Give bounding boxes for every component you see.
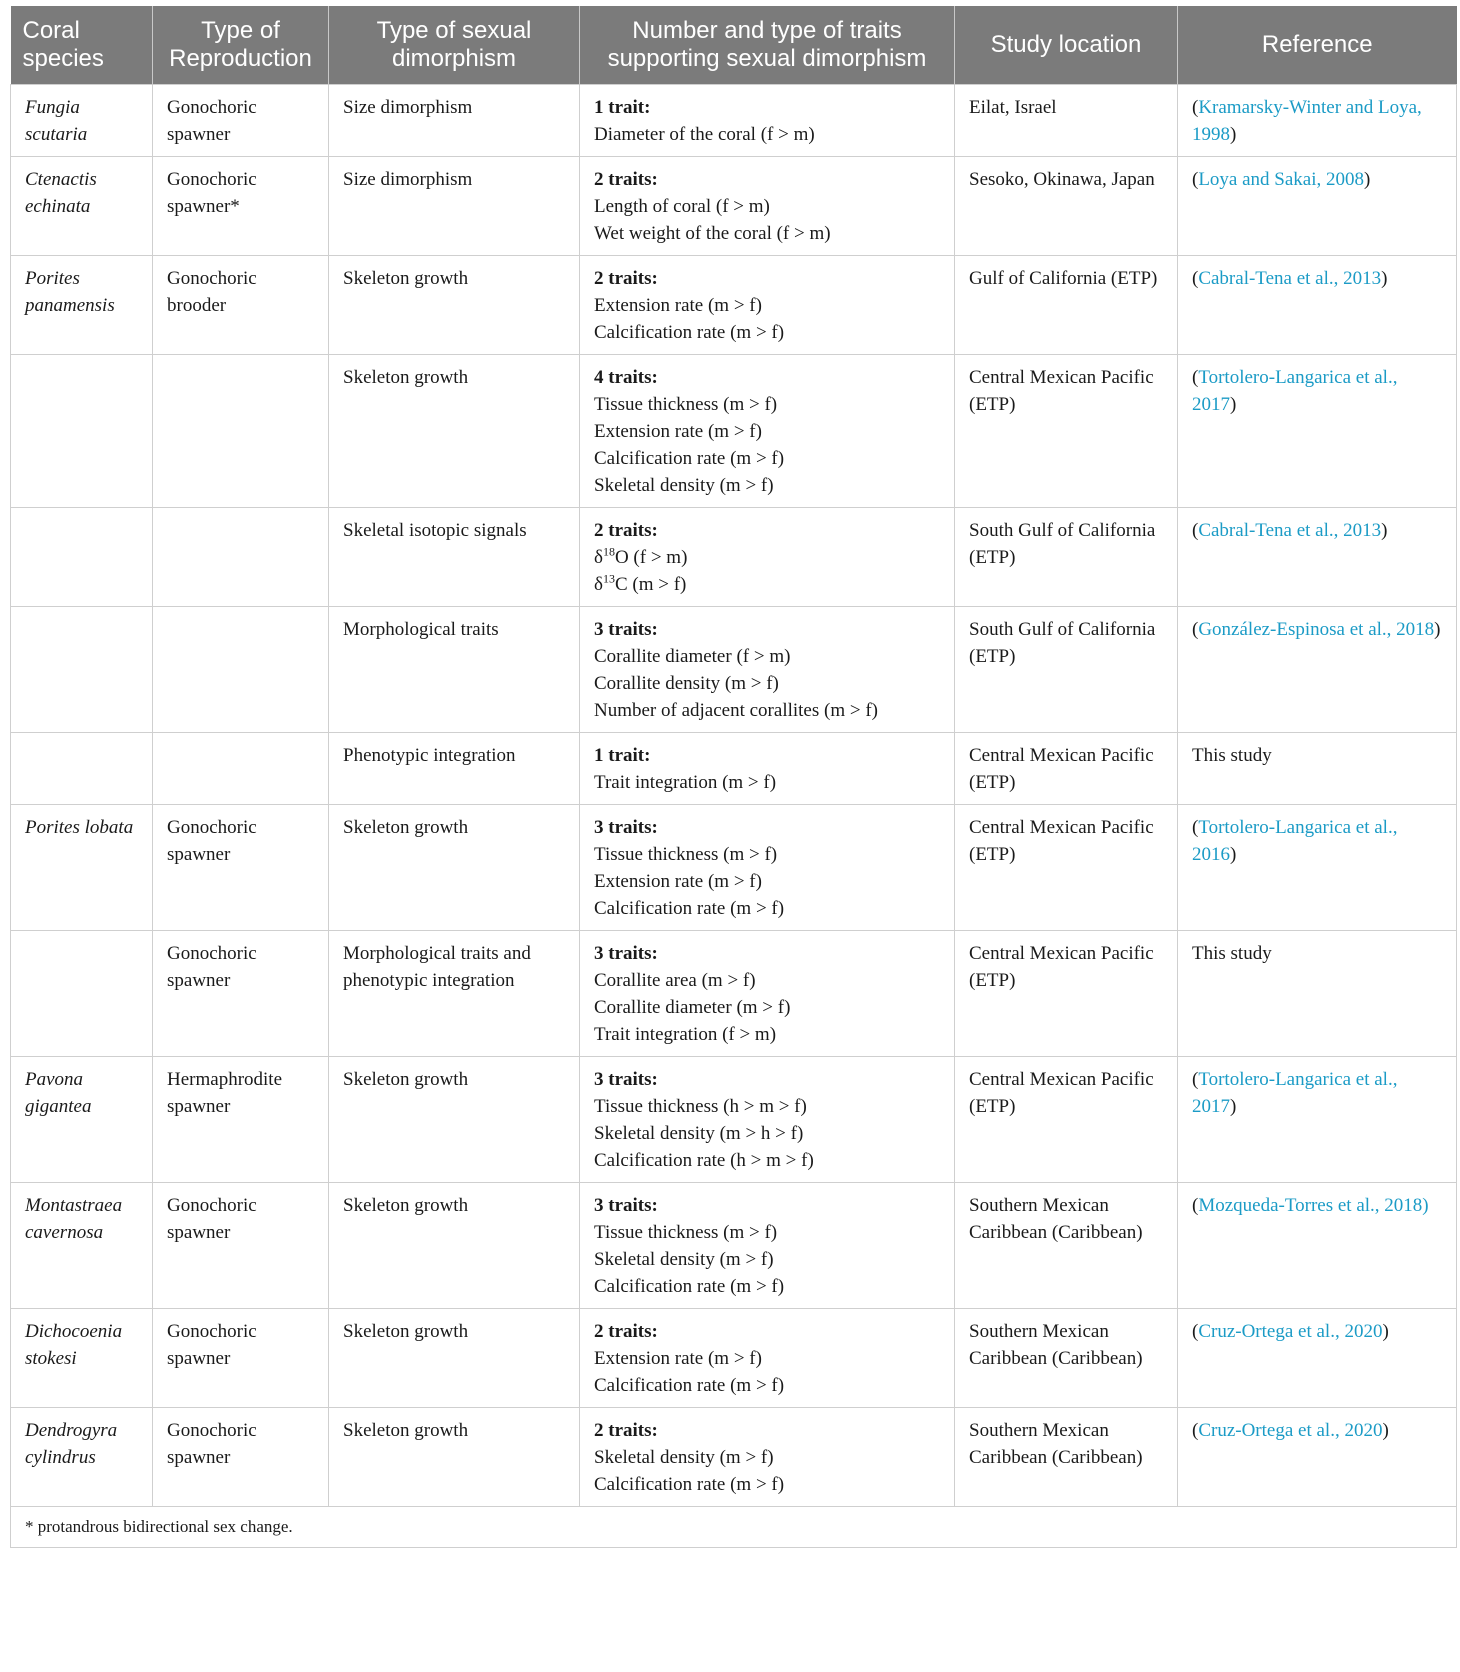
table-row (11, 805, 1457, 931)
sexual-dimorphism-table (10, 6, 1457, 1548)
traits-count: 3 traits: (594, 1069, 658, 1090)
cell-traits (580, 508, 955, 607)
cell-study-location: Southern Mexican Caribbean (Caribbean) (955, 1309, 1178, 1408)
cell-coral-species: Porites lobata (11, 805, 153, 931)
paren-close: ) (1230, 394, 1237, 415)
traits-count: 3 traits: (594, 1195, 658, 1216)
paren-open: ( (1192, 1420, 1199, 1441)
cell-reproduction: Gonochoric spawner (153, 85, 329, 157)
trait-item: Calcification rate (m > f) (594, 448, 785, 469)
cell-dimorphism-type: Phenotypic integration (329, 733, 580, 805)
cell-reference (1178, 931, 1457, 1057)
reference-link[interactable]: Cruz-Ortega et al., 2020 (1198, 1321, 1383, 1342)
trait-item: Skeletal density (m > f) (594, 1447, 774, 1468)
cell-study-location: Central Mexican Pacific (ETP) (955, 805, 1178, 931)
cell-reference (1178, 1408, 1457, 1507)
trait-item: Calcification rate (m > f) (594, 322, 785, 343)
trait-item: Calcification rate (m > f) (594, 1276, 785, 1297)
trait-item: Number of adjacent corallites (m > f) (594, 700, 878, 721)
cell-dimorphism-type: Morphological traits and phenotypic integration (329, 931, 580, 1057)
cell-study-location: Gulf of California (ETP) (955, 256, 1178, 355)
cell-coral-species (11, 931, 153, 1057)
trait-item: Length of coral (f > m) (594, 196, 770, 217)
cell-traits (580, 1309, 955, 1408)
traits-count: 2 traits: (594, 268, 658, 289)
cell-dimorphism-type: Skeleton growth (329, 256, 580, 355)
cell-reference (1178, 85, 1457, 157)
cell-coral-species (11, 355, 153, 508)
traits-count: 2 traits: (594, 1321, 658, 1342)
cell-reproduction (153, 355, 329, 508)
traits-count: 3 traits: (594, 817, 658, 838)
table-row (11, 1183, 1457, 1309)
trait-item: Corallite diameter (m > f) (594, 997, 791, 1018)
trait-item: Extension rate (m > f) (594, 871, 762, 892)
reference-link[interactable]: Cabral-Tena et al., 2013 (1198, 520, 1382, 541)
cell-traits (580, 805, 955, 931)
cell-study-location: South Gulf of California (ETP) (955, 607, 1178, 733)
reference-text: This study (1192, 943, 1272, 964)
paren-close: ) (1382, 1420, 1389, 1441)
table-container (10, 6, 1456, 1548)
trait-item: Extension rate (m > f) (594, 295, 762, 316)
table-row (11, 733, 1457, 805)
cell-coral-species: Dendrogyra cylindrus (11, 1408, 153, 1507)
cell-reference (1178, 256, 1457, 355)
reference-link[interactable]: Cruz-Ortega et al., 2020 (1198, 1420, 1383, 1441)
cell-dimorphism-type: Skeleton growth (329, 355, 580, 508)
trait-item: Tissue thickness (m > f) (594, 394, 778, 415)
cell-study-location: Southern Mexican Caribbean (Caribbean) (955, 1183, 1178, 1309)
cell-coral-species (11, 508, 153, 607)
reference-link[interactable]: González-Espinosa et al., 2018 (1198, 619, 1435, 640)
cell-study-location: Central Mexican Pacific (ETP) (955, 733, 1178, 805)
paren-open: ( (1192, 169, 1199, 190)
table-row (11, 1309, 1457, 1408)
cell-dimorphism-type: Morphological traits (329, 607, 580, 733)
footnote: * protandrous bidirectional sex change. (11, 1507, 1457, 1548)
cell-traits (580, 355, 955, 508)
cell-traits (580, 256, 955, 355)
cell-coral-species: Dichocoenia stokesi (11, 1309, 153, 1408)
traits-count: 2 traits: (594, 169, 658, 190)
cell-study-location: Central Mexican Pacific (ETP) (955, 931, 1178, 1057)
header-dimorphism-type: Type of sexual dimorphism (329, 6, 580, 85)
trait-item: Trait integration (m > f) (594, 772, 777, 793)
table-footer (11, 1507, 1457, 1548)
cell-reproduction: Gonochoric brooder (153, 256, 329, 355)
reference-link[interactable]: Tortolero-Langarica et al., 2016 (1192, 817, 1398, 865)
trait-item: Corallite area (m > f) (594, 970, 756, 991)
trait-item: Extension rate (m > f) (594, 1348, 762, 1369)
traits-count: 2 traits: (594, 1420, 658, 1441)
cell-dimorphism-type: Skeleton growth (329, 1309, 580, 1408)
table-row (11, 355, 1457, 508)
trait-item: Diameter of the coral (f > m) (594, 124, 815, 145)
paren-open: ( (1192, 520, 1199, 541)
header-reproduction: Type of Reproduction (153, 6, 329, 85)
trait-item: Skeletal density (m > f) (594, 475, 774, 496)
traits-count: 1 trait: (594, 97, 651, 118)
cell-dimorphism-type: Skeleton growth (329, 1057, 580, 1183)
cell-dimorphism-type: Size dimorphism (329, 157, 580, 256)
trait-item: Tissue thickness (h > m > f) (594, 1096, 807, 1117)
cell-dimorphism-type: Skeleton growth (329, 1183, 580, 1309)
reference-link[interactable]: Loya and Sakai, 2008 (1198, 169, 1365, 190)
cell-reference (1178, 733, 1457, 805)
cell-traits (580, 85, 955, 157)
trait-item: Calcification rate (h > m > f) (594, 1150, 814, 1171)
cell-reference (1178, 355, 1457, 508)
header-traits: Number and type of traits supporting sexual dimorphism (580, 6, 955, 85)
cell-study-location: Eilat, Israel (955, 85, 1178, 157)
cell-dimorphism-type: Skeletal isotopic signals (329, 508, 580, 607)
traits-count: 2 traits: (594, 520, 658, 541)
table-row (11, 508, 1457, 607)
cell-traits (580, 1408, 955, 1507)
reference-link[interactable]: Tortolero-Langarica et al., 2017 (1192, 367, 1398, 415)
cell-coral-species (11, 733, 153, 805)
cell-coral-species: Montastraea cavernosa (11, 1183, 153, 1309)
cell-study-location: South Gulf of California (ETP) (955, 508, 1178, 607)
trait-item: Corallite density (m > f) (594, 673, 779, 694)
cell-reference (1178, 1057, 1457, 1183)
paren-close: ) (1230, 844, 1237, 865)
cell-study-location: Southern Mexican Caribbean (Caribbean) (955, 1408, 1178, 1507)
header-coral-species: Coral species (11, 6, 153, 85)
cell-dimorphism-type: Skeleton growth (329, 1408, 580, 1507)
isotope-superscript: 18 (602, 544, 615, 559)
table-body (11, 85, 1457, 1507)
cell-coral-species: Ctenactis echinata (11, 157, 153, 256)
cell-coral-species: Porites panamensis (11, 256, 153, 355)
traits-count: 1 trait: (594, 745, 651, 766)
cell-reference (1178, 508, 1457, 607)
reference-link[interactable]: Cabral-Tena et al., 2013 (1198, 268, 1382, 289)
header-reference: Reference (1178, 6, 1457, 85)
header-study-location: Study location (955, 6, 1178, 85)
cell-dimorphism-type: Skeleton growth (329, 805, 580, 931)
cell-reference (1178, 805, 1457, 931)
trait-item: Calcification rate (m > f) (594, 1474, 785, 1495)
paren-close: ) (1381, 520, 1388, 541)
trait-item: Tissue thickness (m > f) (594, 1222, 778, 1243)
paren-open: ( (1192, 97, 1199, 118)
cell-dimorphism-type: Size dimorphism (329, 85, 580, 157)
traits-count: 4 traits: (594, 367, 658, 388)
reference-text: This study (1192, 745, 1272, 766)
cell-traits (580, 607, 955, 733)
cell-reproduction (153, 508, 329, 607)
trait-item: Skeletal density (m > h > f) (594, 1123, 804, 1144)
cell-traits (580, 1183, 955, 1309)
trait-item: Calcification rate (m > f) (594, 1375, 785, 1396)
cell-reproduction: Gonochoric spawner (153, 1408, 329, 1507)
cell-coral-species: Pavona gigantea (11, 1057, 153, 1183)
paren-close: ) (1381, 268, 1388, 289)
cell-reproduction: Hermaphrodite spawner (153, 1057, 329, 1183)
cell-traits (580, 931, 955, 1057)
reference-link[interactable]: Mozqueda-Torres et al., 2018) (1198, 1195, 1429, 1216)
traits-count: 3 traits: (594, 619, 658, 640)
cell-traits (580, 1057, 955, 1183)
paren-close: ) (1230, 1096, 1237, 1117)
paren-open: ( (1192, 817, 1199, 838)
cell-traits (580, 157, 955, 256)
table-header (11, 6, 1457, 85)
cell-study-location: Sesoko, Okinawa, Japan (955, 157, 1178, 256)
reference-link[interactable]: Tortolero-Langarica et al., 2017 (1192, 1069, 1398, 1117)
cell-reference (1178, 157, 1457, 256)
cell-reproduction (153, 607, 329, 733)
table-row (11, 157, 1457, 256)
cell-reproduction: Gonochoric spawner (153, 931, 329, 1057)
cell-reproduction: Gonochoric spawner* (153, 157, 329, 256)
trait-item: Calcification rate (m > f) (594, 898, 785, 919)
trait-item: Trait integration (f > m) (594, 1024, 777, 1045)
paren-open: ( (1192, 367, 1199, 388)
trait-item: Extension rate (m > f) (594, 421, 762, 442)
cell-coral-species: Fungia scutaria (11, 85, 153, 157)
traits-count: 3 traits: (594, 943, 658, 964)
paren-close: ) (1364, 169, 1371, 190)
table-row (11, 85, 1457, 157)
paren-open: ( (1192, 619, 1199, 640)
reference-link[interactable]: Kramarsky-Winter and Loya, 1998 (1192, 97, 1422, 145)
header-row (11, 6, 1457, 85)
trait-item: $\delta^{18}O$ (f > m) (594, 544, 688, 568)
paren-close: ) (1382, 1321, 1389, 1342)
table-row (11, 256, 1457, 355)
paren-open: ( (1192, 1195, 1199, 1216)
footnote-row (11, 1507, 1457, 1548)
isotope-superscript: 13 (602, 571, 615, 586)
cell-traits (580, 733, 955, 805)
cell-reproduction: Gonochoric spawner (153, 1183, 329, 1309)
paren-open: ( (1192, 268, 1199, 289)
trait-item: $\delta^{13}C$ (m > f) (594, 571, 687, 595)
cell-reproduction: Gonochoric spawner (153, 1309, 329, 1408)
paren-open: ( (1192, 1069, 1199, 1090)
trait-item: Tissue thickness (m > f) (594, 844, 778, 865)
cell-study-location: Central Mexican Pacific (ETP) (955, 1057, 1178, 1183)
cell-coral-species (11, 607, 153, 733)
trait-item: Skeletal density (m > f) (594, 1249, 774, 1270)
trait-item: Wet weight of the coral (f > m) (594, 223, 831, 244)
cell-reference (1178, 1309, 1457, 1408)
table-row (11, 607, 1457, 733)
cell-reference (1178, 1183, 1457, 1309)
cell-reference (1178, 607, 1457, 733)
paren-open: ( (1192, 1321, 1199, 1342)
table-row (11, 931, 1457, 1057)
table-row (11, 1408, 1457, 1507)
cell-study-location: Central Mexican Pacific (ETP) (955, 355, 1178, 508)
cell-reproduction: Gonochoric spawner (153, 805, 329, 931)
paren-close: ) (1230, 124, 1237, 145)
paren-close: ) (1434, 619, 1441, 640)
cell-reproduction (153, 733, 329, 805)
trait-item: Corallite diameter (f > m) (594, 646, 791, 667)
table-row (11, 1057, 1457, 1183)
